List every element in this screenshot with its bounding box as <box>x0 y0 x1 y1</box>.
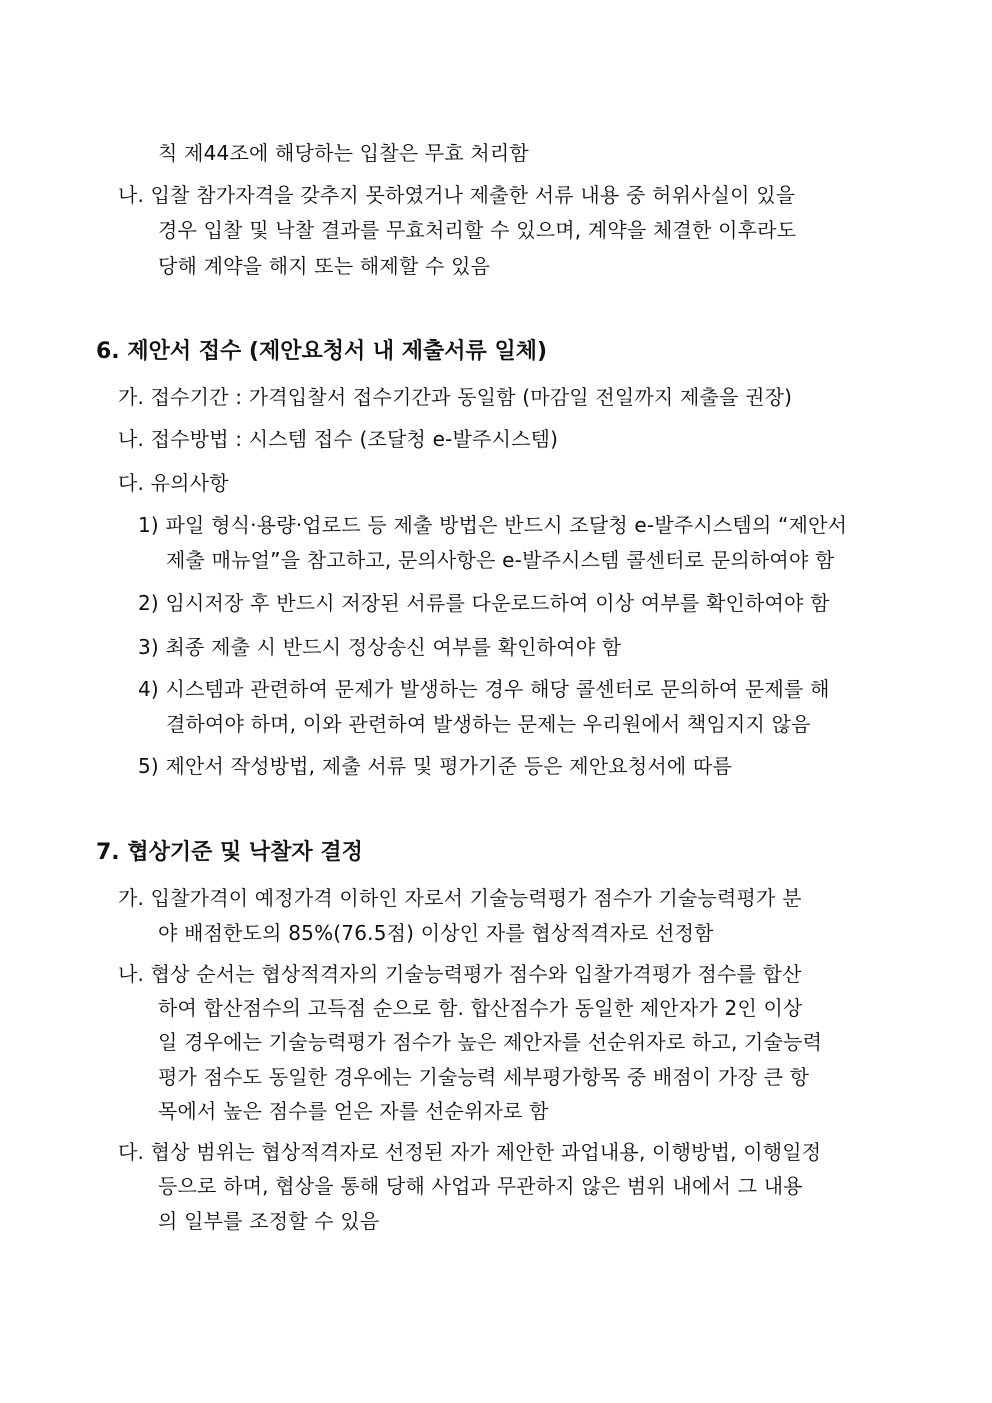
section7-item-na-line5: 목에서 높은 점수를 얻은 자를 선순위자로 함 <box>158 1099 549 1123</box>
section7-heading: 7. 협상기준 및 낙찰자 결정 <box>96 840 363 865</box>
section5-item-continuation: 칙 제44조에 해당하는 입찰은 무효 처리함 <box>158 141 529 165</box>
section7-item-da-line1: 다. 협상 범위는 협상적격자로 선정된 자가 제안한 과업내용, 이행방법, 이행일정 <box>118 1140 822 1164</box>
section6-note-5: 5) 제안서 작성방법, 제출 서류 및 평가기준 등은 제안요청서에 따름 <box>138 754 733 778</box>
section7-item-na-line4: 평가 점수도 동일한 경우에는 기술능력 세부평가항목 중 배점이 가장 큰 항 <box>158 1065 810 1089</box>
section7-item-da-line3: 의 일부를 조정할 수 있음 <box>158 1209 380 1233</box>
section6-item-ga: 가. 접수기간 : 가격입찰서 접수기간과 동일함 (마감일 전일까지 제출을 권장) <box>118 385 793 409</box>
section6-note-1-line1: 1) 파일 형식·용량·업로드 등 제출 방법은 반드시 조달청 e-발주시스템의 “제안서 <box>138 513 848 537</box>
section6-note-1-line2: 제출 매뉴얼”을 참고하고, 문의사항은 e-발주시스템 콜센터로 문의하여야 함 <box>166 548 835 572</box>
section5-item-na-line2: 경우 입찰 및 낙찰 결과를 무효처리할 수 있으며, 계약을 체결한 이후라도 <box>158 218 797 242</box>
section6-note-3: 3) 최종 제출 시 반드시 정상송신 여부를 확인하여야 함 <box>138 635 622 659</box>
section6-note-2: 2) 임시저장 후 반드시 저장된 서류를 다운로드하여 이상 여부를 확인하여야 함 <box>138 591 830 615</box>
section7-item-ga-line2: 야 배점한도의 85%(76.5점) 이상인 자를 협상적격자로 선정함 <box>158 921 714 945</box>
section7-item-na-line2: 하여 합산점수의 고득점 순으로 함. 합산점수가 동일한 제안자가 2인 이상 <box>158 996 803 1020</box>
section6-note-4-line1: 4) 시스템과 관련하여 문제가 발생하는 경우 해당 콜센터로 문의하여 문제를 해 <box>138 677 830 701</box>
section7-item-ga-line1: 가. 입찰가격이 예정가격 이하인 자로서 기술능력평가 점수가 기술능력평가 분 <box>118 886 802 910</box>
section6-item-na: 나. 접수방법 : 시스템 접수 (조달청 e-발주시스템) <box>118 427 559 451</box>
section7-item-na-line1: 나. 협상 순서는 협상적격자의 기술능력평가 점수와 입찰가격평가 점수를 합산 <box>118 962 802 986</box>
section6-heading: 6. 제안서 접수 (제안요청서 내 제출서류 일체) <box>96 339 548 364</box>
section5-item-na-line3: 당해 계약을 해지 또는 해제할 수 있음 <box>158 254 491 278</box>
section7-item-da-line2: 등으로 하며, 협상을 통해 당해 사업과 무관하지 않은 범위 내에서 그 내용 <box>158 1174 803 1198</box>
section7-item-na-line3: 일 경우에는 기술능력평가 점수가 높은 제안자를 선순위자로 하고, 기술능력 <box>158 1030 823 1054</box>
section6-item-da: 다. 유의사항 <box>118 471 229 495</box>
section5-item-na-line1: 나. 입찰 참가자격을 갖추지 못하였거나 제출한 서류 내용 중 허위사실이 있을 <box>118 183 796 207</box>
section6-note-4-line2: 결하여야 하며, 이와 관련하여 발생하는 문제는 우리원에서 책임지지 않음 <box>166 712 811 736</box>
